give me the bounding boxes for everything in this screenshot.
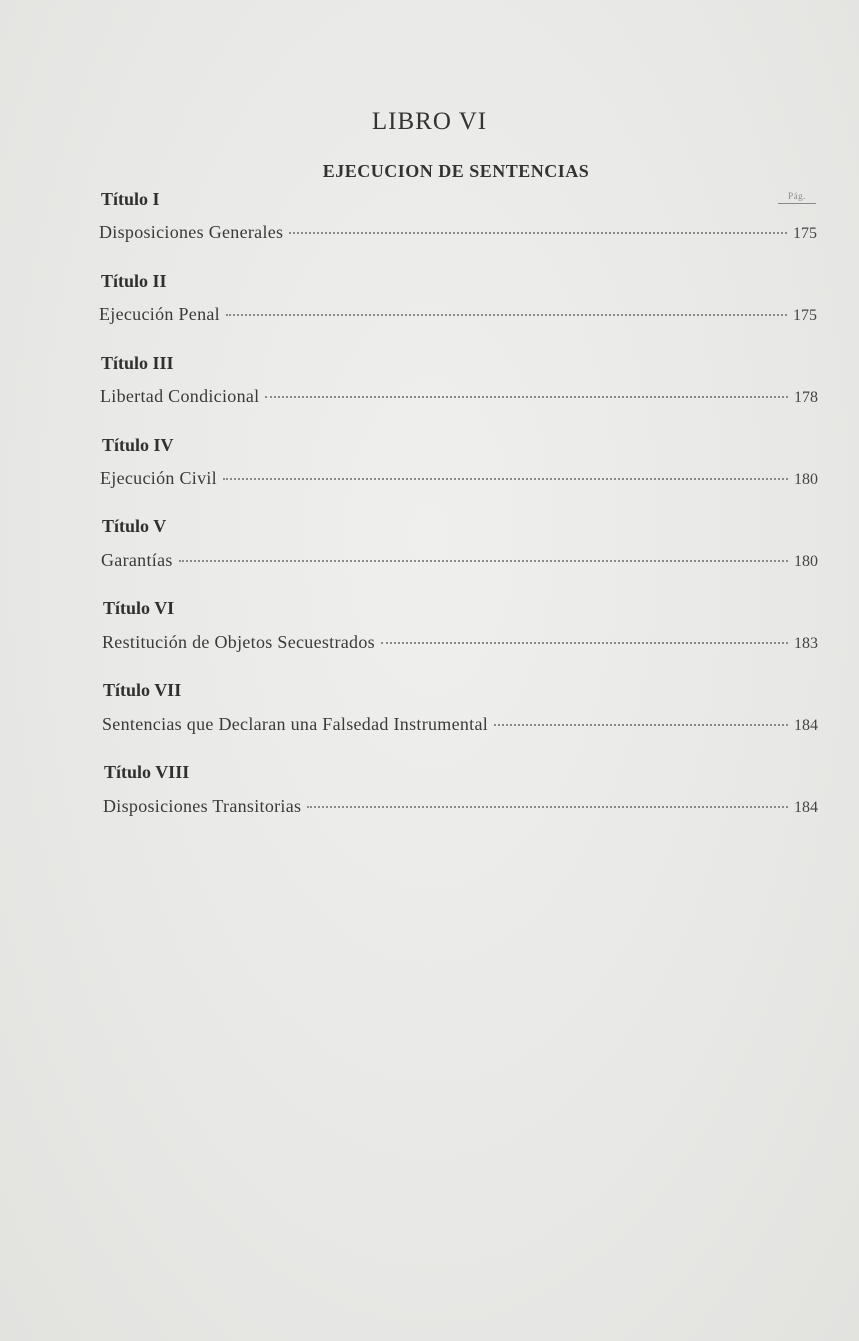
- toc-entry: [99, 222, 817, 246]
- dot-leader: [289, 232, 787, 234]
- toc-entry-page: 184: [794, 717, 818, 734]
- titulo-heading: Título I: [101, 189, 160, 209]
- toc-entry-label: Sentencias que Declaran una Falsedad Instrumental: [102, 714, 489, 734]
- dot-leader: [307, 806, 788, 808]
- titulo-heading: Título VII: [103, 680, 182, 700]
- dot-leader: [494, 724, 788, 726]
- titulo-heading: Título II: [101, 271, 167, 291]
- toc-entry-page: 180: [794, 553, 818, 570]
- toc-entry-page: 175: [793, 307, 817, 324]
- titulo-heading: Título IV: [102, 435, 174, 455]
- toc-entry: [102, 632, 818, 656]
- book-heading: LIBRO VI: [371, 108, 488, 135]
- page-column-header: Pág.: [778, 191, 816, 204]
- titulo-heading: Título V: [102, 516, 167, 536]
- dot-leader: [223, 478, 788, 480]
- toc-entry-label: Disposiciones Transitorias: [103, 796, 302, 816]
- titulo-heading: Título VIII: [104, 762, 190, 782]
- dot-leader: [226, 314, 787, 316]
- toc-entry-label: Ejecución Penal: [99, 304, 220, 324]
- toc-entry-page: 184: [794, 799, 818, 816]
- toc-entry-page: 178: [794, 389, 818, 406]
- toc-entry-label: Libertad Condicional: [100, 386, 260, 406]
- toc-entry-page: 183: [794, 635, 818, 652]
- toc-entry: [99, 304, 817, 328]
- toc-entry-page: 180: [794, 471, 818, 488]
- dot-leader: [381, 642, 788, 644]
- titulo-heading: Título III: [101, 353, 174, 373]
- titulo-heading: Título VI: [103, 598, 175, 618]
- toc-entry-label: Ejecución Civil: [100, 468, 217, 488]
- toc-entry-label: Garantías: [101, 550, 173, 570]
- toc-entry: [102, 714, 818, 738]
- section-heading: EJECUCION DE SENTENCIAS: [322, 161, 590, 181]
- toc-entry-page: 175: [793, 225, 817, 242]
- dot-leader: [265, 396, 788, 398]
- toc-entry: [101, 550, 818, 574]
- toc-entry-label: Restitución de Objetos Secuestrados: [102, 632, 375, 652]
- toc-entry-label: Disposiciones Generales: [99, 222, 284, 242]
- toc-entry: [100, 386, 818, 410]
- toc-entry: [100, 468, 818, 492]
- dot-leader: [179, 560, 788, 562]
- toc-entry: [103, 796, 818, 820]
